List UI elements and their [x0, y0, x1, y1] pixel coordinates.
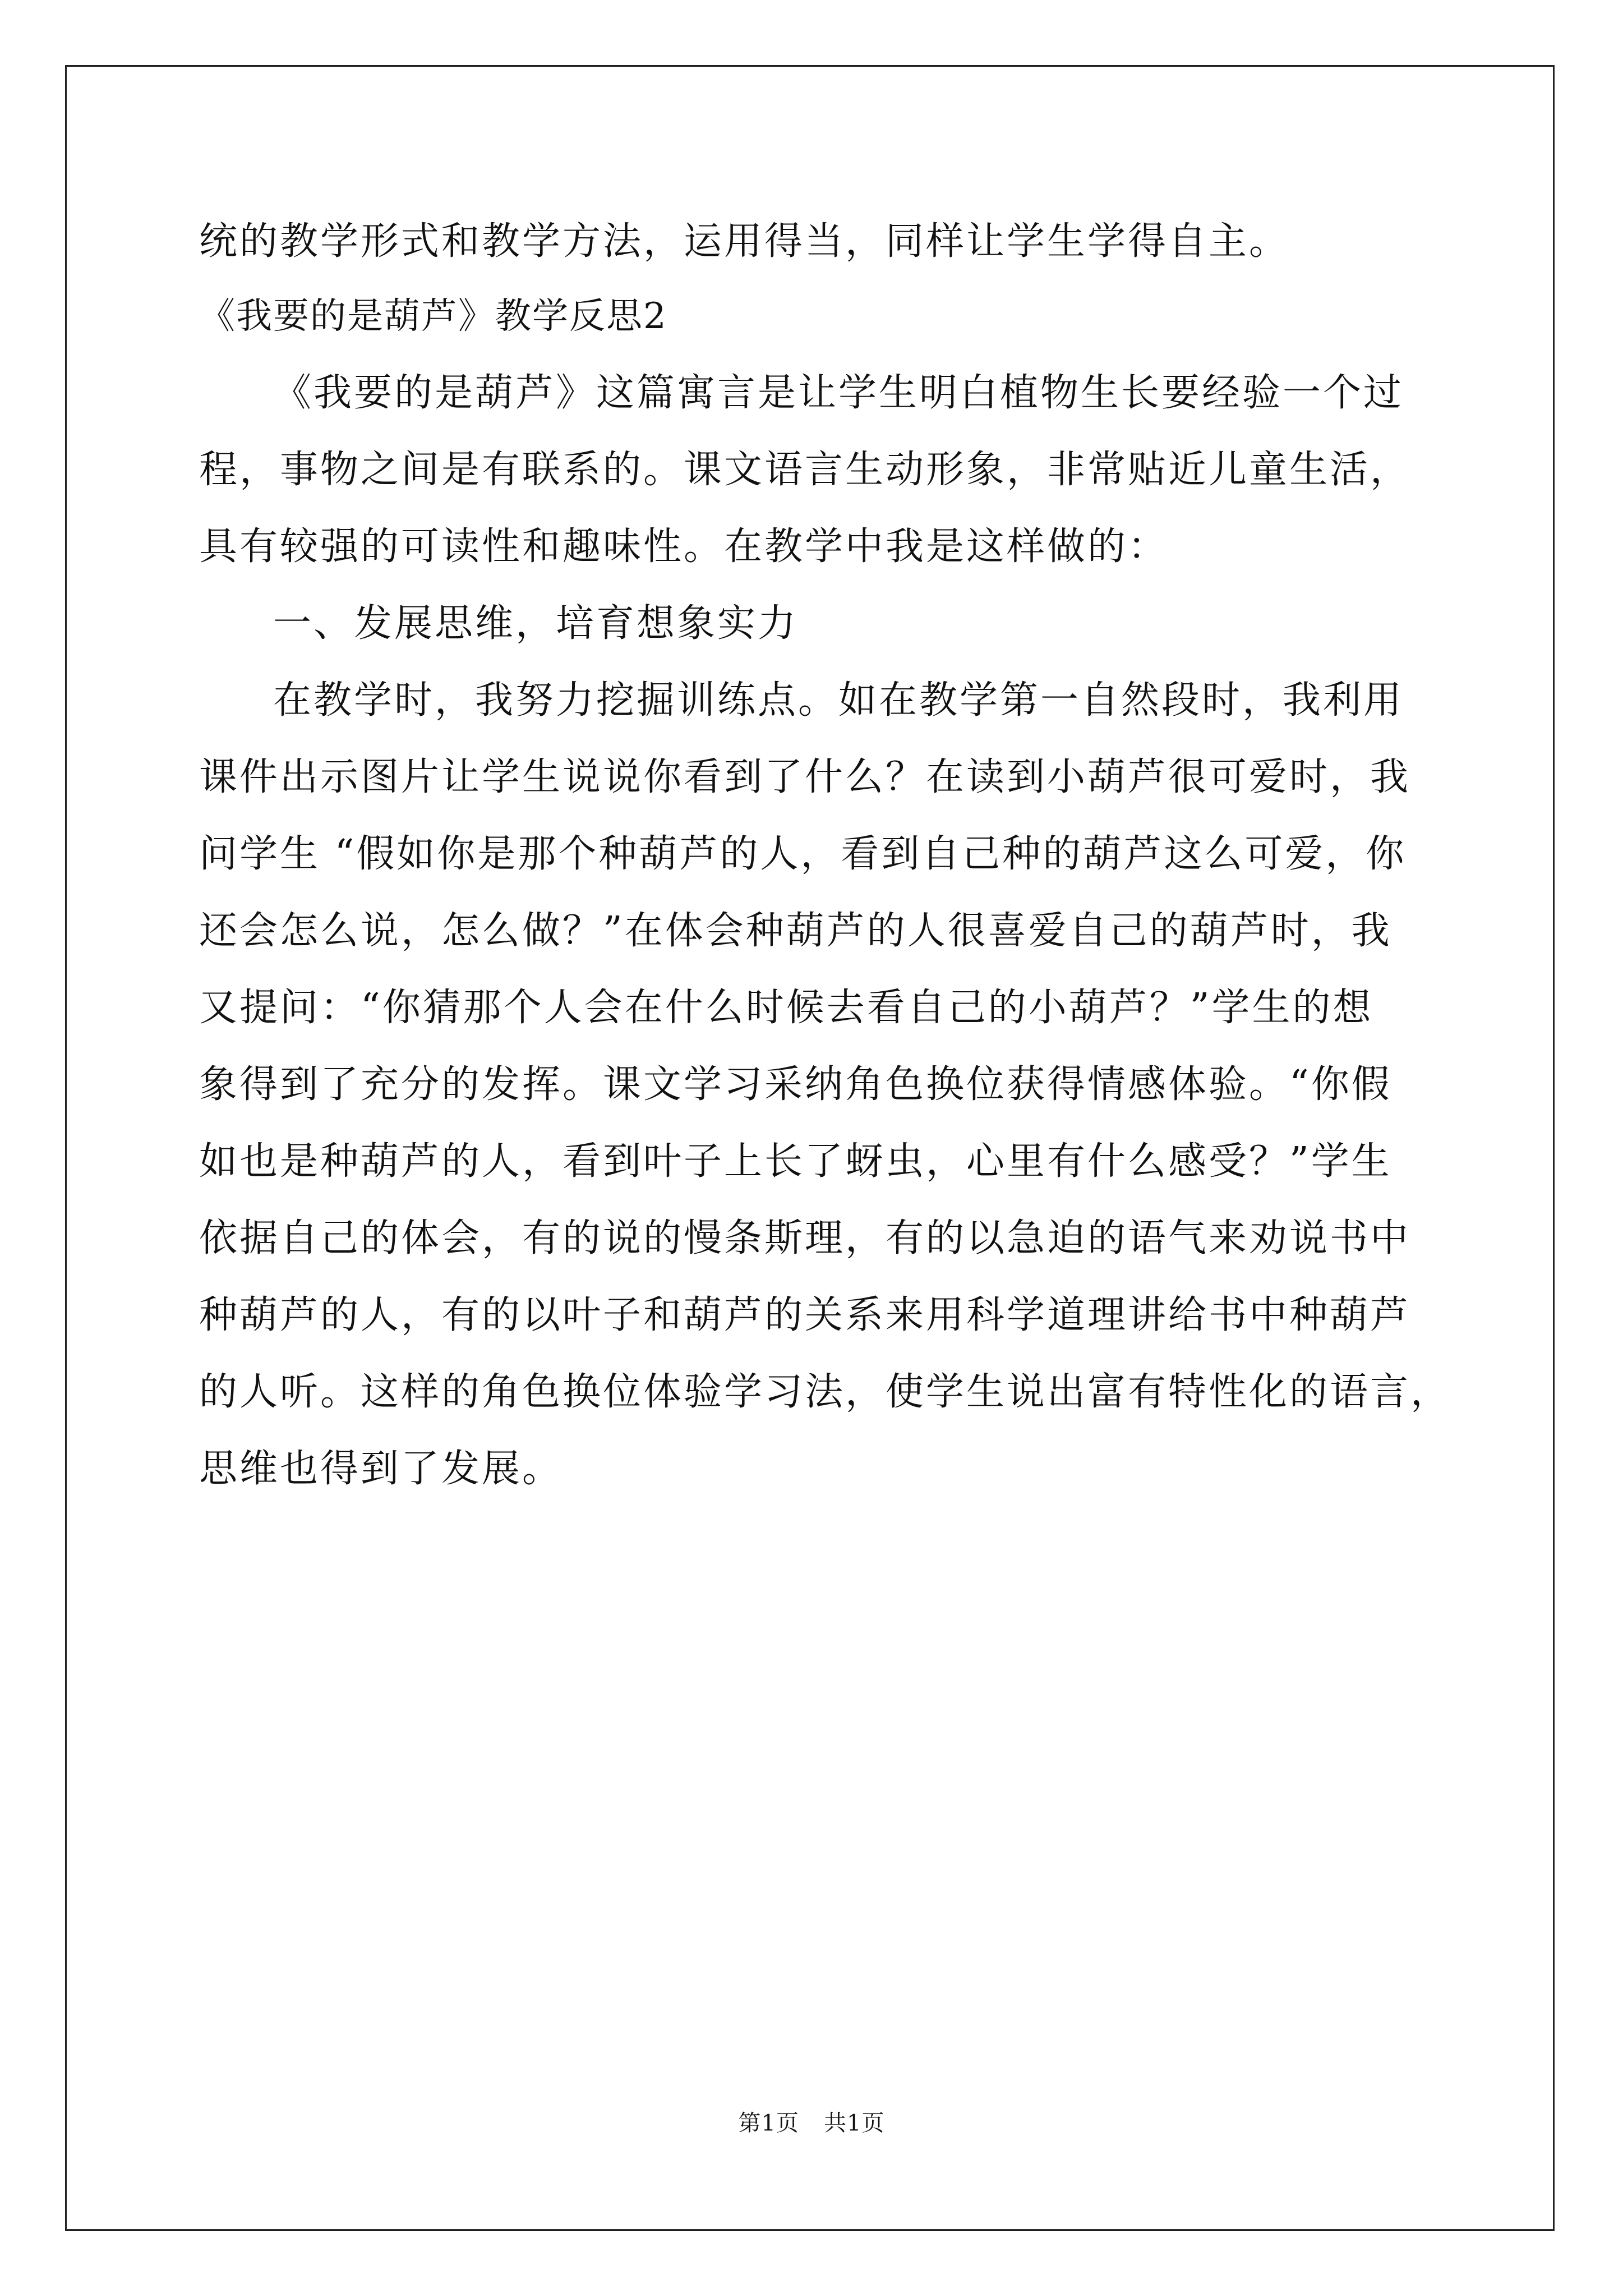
text-line: 象得到了充分的发挥。课文学习采纳角色换位获得情感体验。“你假 [199, 1062, 1392, 1107]
paragraph-start-line: 《我要的是葫芦》这篇寓言是让学生明白植物生长要经验一个过 [273, 371, 1404, 415]
text-line: 依据自己的体会，有的说的慢条斯理，有的以急迫的语气来劝说书中 [199, 1216, 1411, 1260]
paragraph-start-line: 在教学时，我努力挖掘训练点。如在教学第一自然段时，我利用 [273, 678, 1404, 723]
page-total: 共1页 [824, 2110, 885, 2136]
text-line: 课件出示图片让学生说说你看到了什么？在读到小葫芦很可爱时，我 [199, 755, 1411, 799]
text-line: 具有较强的可读性和趣味性。在教学中我是这样做的： [199, 524, 1169, 569]
text-line: 如也是种葫芦的人，看到叶子上长了蚜虫，心里有什么感受？”学生 [199, 1139, 1392, 1184]
text-line: 程，事物之间是有联系的。课文语言生动形象，非常贴近儿童生活， [199, 448, 1411, 492]
section-title: 《我要的是葫芦》教学反思2 [199, 296, 667, 337]
text-line: 的人听。这样的角色换位体验学习法，使学生说出富有特性化的语言， [199, 1370, 1451, 1414]
page-number: 第1页 [738, 2110, 799, 2136]
text-line: 思维也得到了发展。 [199, 1447, 563, 1491]
subheading-line: 一、发展思维，培育想象实力 [273, 601, 799, 646]
text-line: 又提问：“你猜那个人会在什么时候去看自己的小葫芦？”学生的想 [199, 986, 1373, 1030]
page-footer [0, 2109, 1623, 2137]
text-line: 统的教学形式和教学方法，运用得当，同样让学生学得自主。 [199, 219, 1290, 264]
text-line: 种葫芦的人，有的以叶子和葫芦的关系来用科学道理讲给书中种葫芦 [199, 1293, 1411, 1337]
text-line: 还会怎么说，怎么做？”在体会种葫芦的人很喜爱自己的葫芦时，我 [199, 909, 1392, 953]
text-line: 问学生 “假如你是那个种葫芦的人，看到自己种的葫芦这么可爱，你 [199, 832, 1407, 876]
